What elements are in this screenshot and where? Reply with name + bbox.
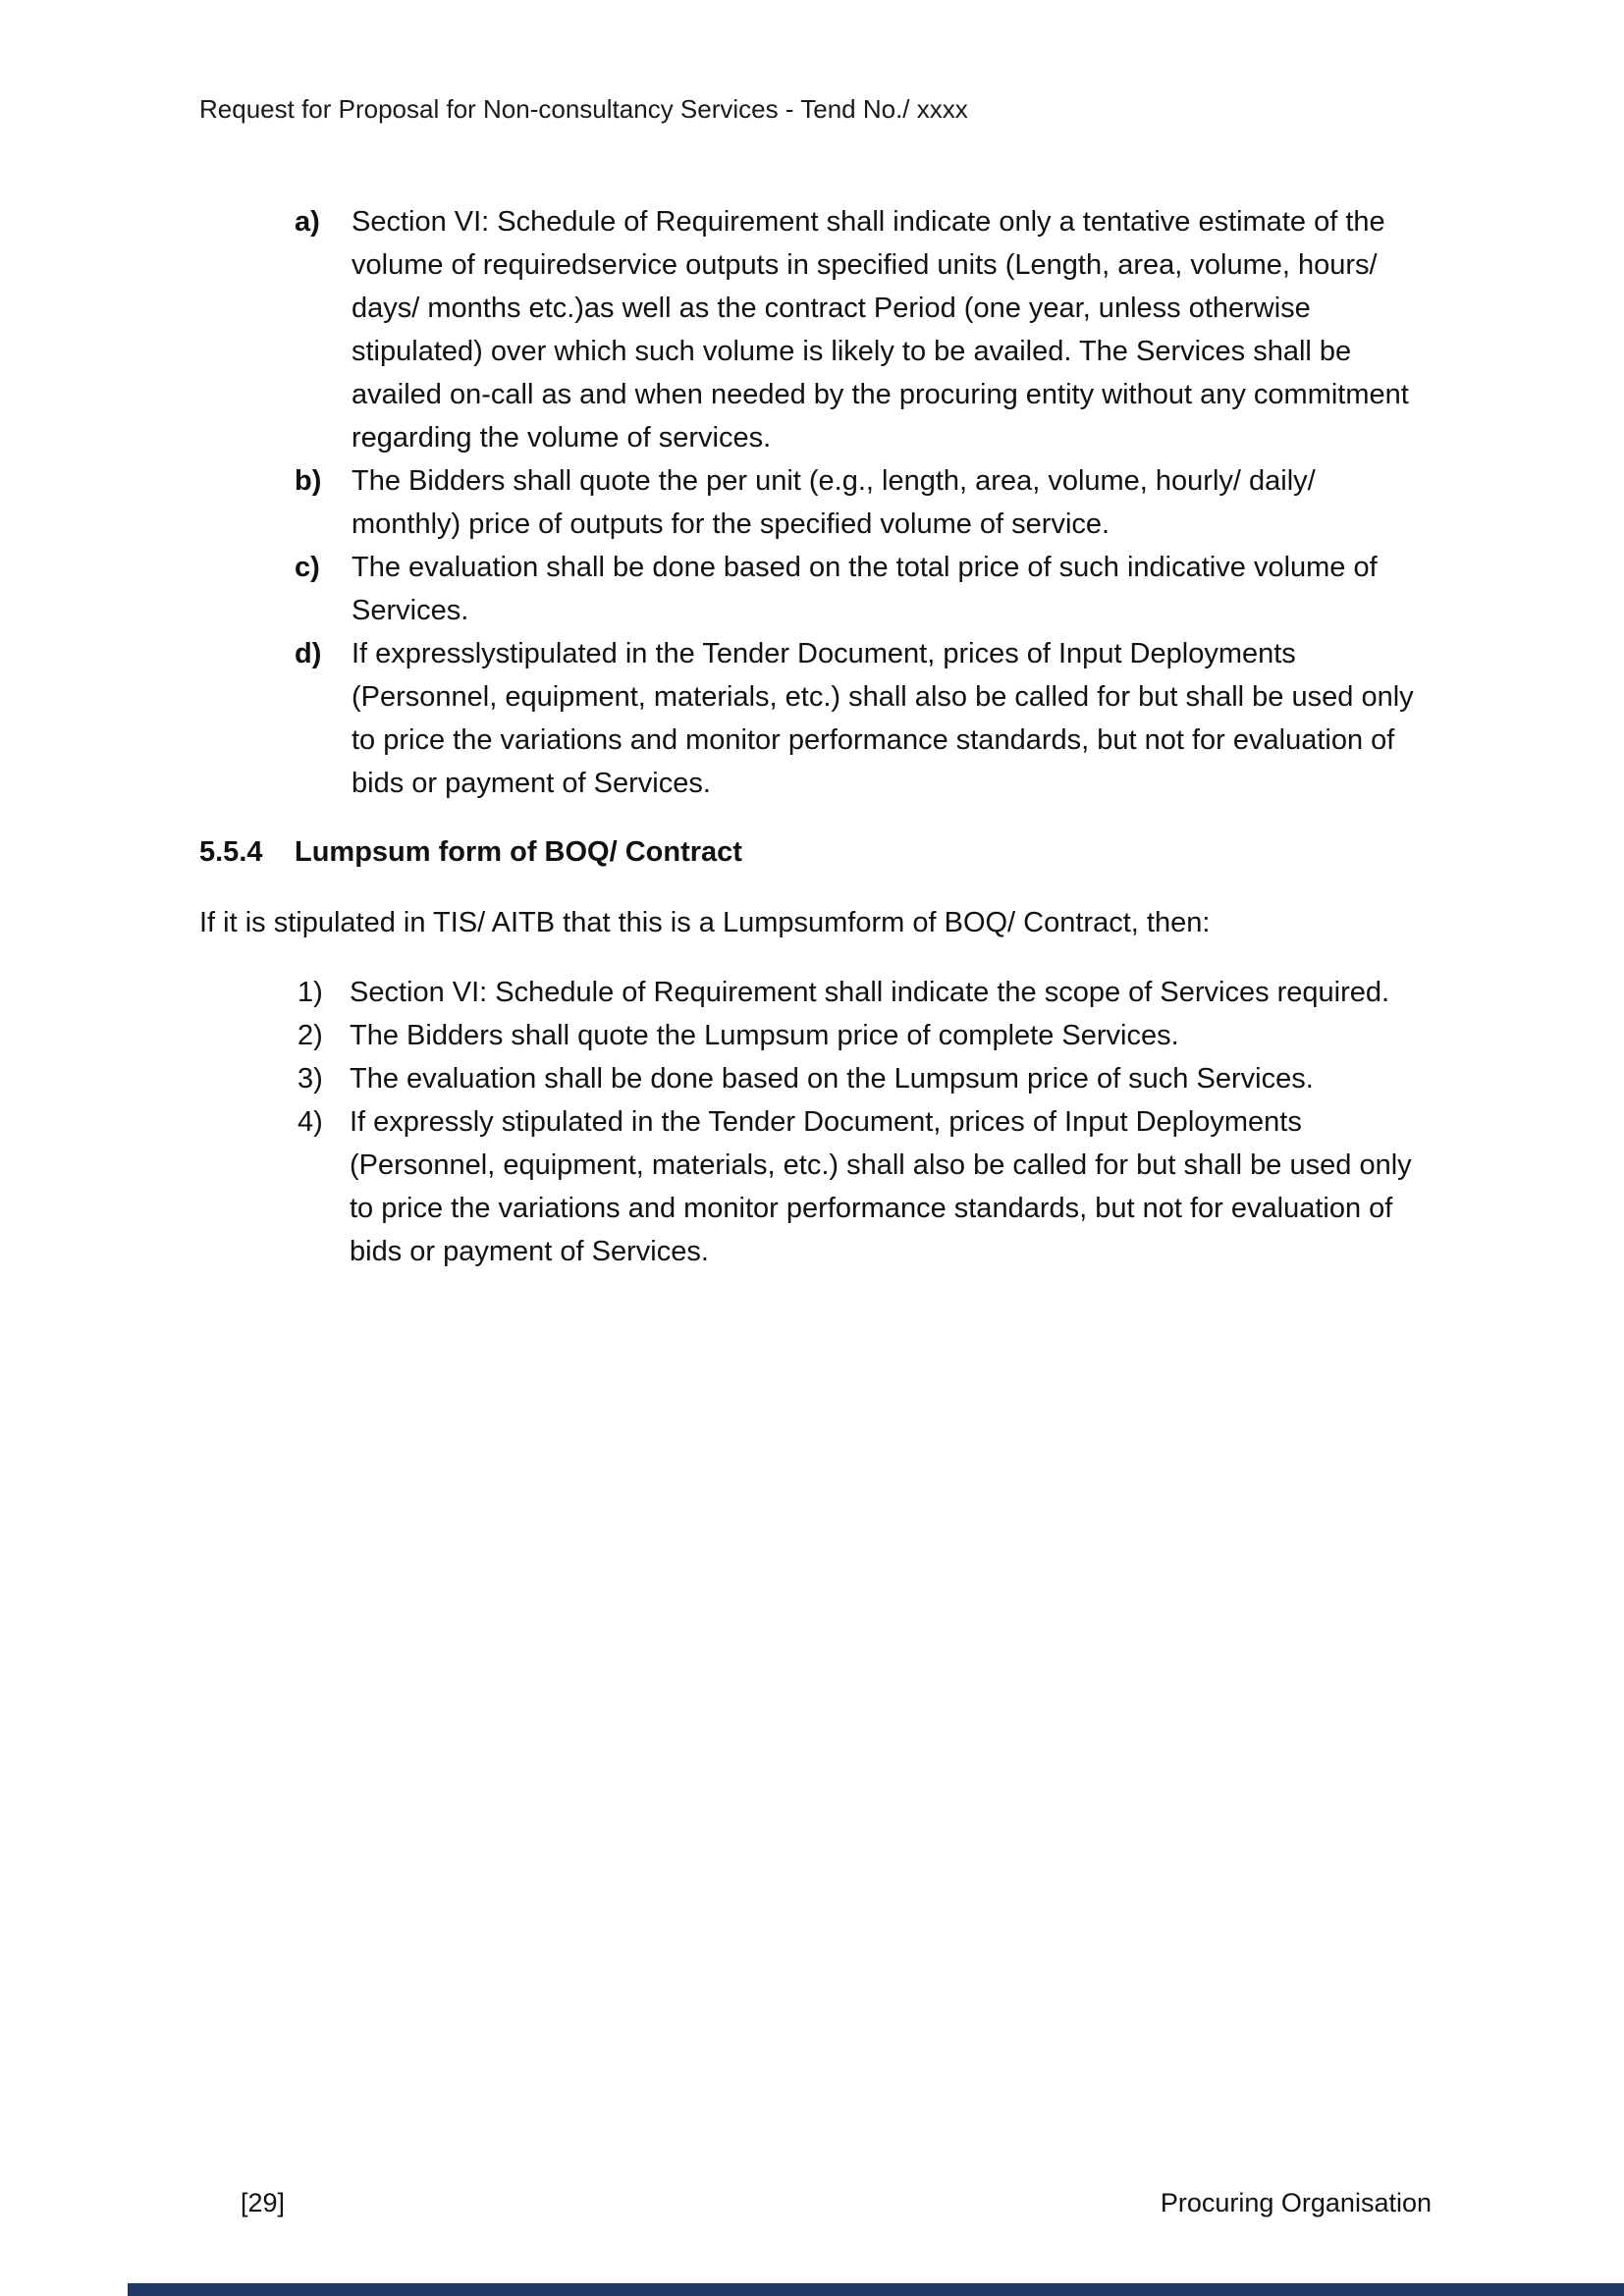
list-text: The evaluation shall be done based on the total price of such indicative volume of Services. xyxy=(352,552,1378,626)
list-marker: b) xyxy=(295,465,322,497)
lettered-list xyxy=(199,200,1432,805)
list-text: The Bidders shall quote the Lumpsum price of complete Services. xyxy=(350,1020,1179,1051)
list-text: If expressly stipulated in the Tender Document, prices of Input Deployments (Personnel, equipment, materials, etc.) shall also be called for but shall be used only to price the variations and monitor performance standards, but not for evaluation of bids or payment of Services. xyxy=(350,1106,1412,1267)
list-marker: c) xyxy=(295,552,320,583)
page-number: [29] xyxy=(241,2188,286,2217)
list-text: Section VI: Schedule of Requirement shall indicate the scope of Services required. xyxy=(350,977,1390,1008)
section-title: Lumpsum form of BOQ/ Contract xyxy=(295,836,742,868)
list-item xyxy=(199,200,1432,459)
list-item xyxy=(199,632,1432,805)
bottom-bar xyxy=(128,2283,1624,2296)
list-marker: 1) xyxy=(298,977,323,1008)
body-paragraph: If it is stipulated in TIS/ AITB that this is a Lumpsumform of BOQ/ Contract, then: xyxy=(199,907,1211,938)
list-item xyxy=(199,1100,1432,1273)
section-number: 5.5.4 xyxy=(199,836,263,868)
section-heading xyxy=(199,830,1432,874)
list-text: The Bidders shall quote the per unit (e.g., length, area, volume, hourly/ daily/ monthly) price of outputs for the specified volume of service. xyxy=(352,465,1316,540)
list-text: The evaluation shall be done based on the Lumpsum price of such Services. xyxy=(350,1063,1314,1095)
list-marker: d) xyxy=(295,638,322,669)
list-text: If expresslystipulated in the Tender Document, prices of Input Deployments (Personnel, equipment, materials, etc.) shall also be called for but shall be used only to price the variations and monitor performance standards, but not for evaluation of bids or payment of Services. xyxy=(352,638,1414,799)
list-item xyxy=(199,546,1432,632)
list-item xyxy=(199,459,1432,546)
document-header: Request for Proposal for Non-consultancy Services - Tend No./ xxxx xyxy=(199,94,968,124)
list-marker: a) xyxy=(295,206,320,238)
list-text: Section VI: Schedule of Requirement shall indicate only a tentative estimate of the volume of requiredservice outputs in specified units (Length, area, volume, hours/ days/ months etc.)as well as the contract Period (one year, unless otherwise stipulated) over which such volume is likely to be availed. The Services shall be availed on-call as and when needed by the procuring entity without any commitment regarding the volume of services. xyxy=(352,206,1409,454)
list-item xyxy=(199,1057,1432,1100)
list-item xyxy=(199,1014,1432,1057)
list-item xyxy=(199,971,1432,1014)
list-marker: 2) xyxy=(298,1020,323,1051)
numbered-list xyxy=(199,971,1432,1273)
list-marker: 3) xyxy=(298,1063,323,1095)
footer-organisation: Procuring Organisation xyxy=(1160,2188,1432,2217)
document-footer xyxy=(241,2186,1432,2219)
list-marker: 4) xyxy=(298,1106,323,1138)
